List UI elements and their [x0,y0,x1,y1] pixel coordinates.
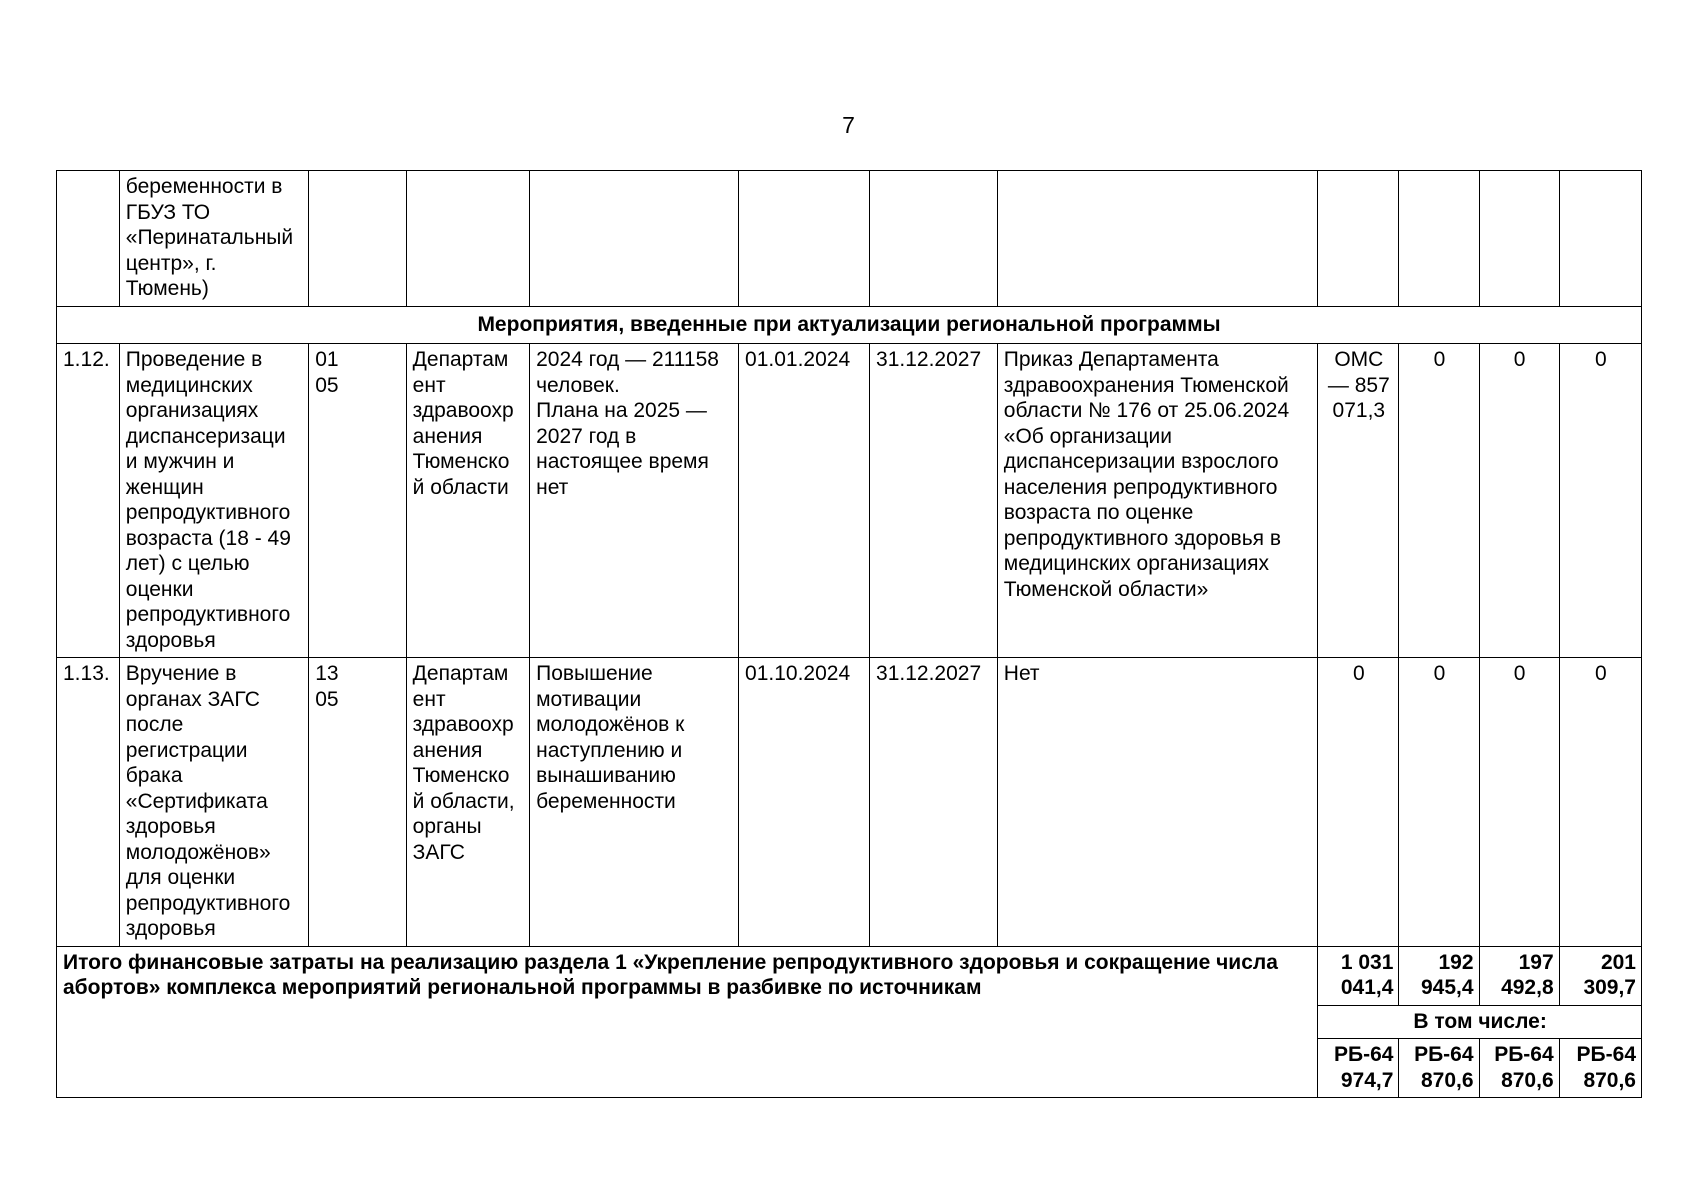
table-row [57,658,1642,947]
measure-fin-2: 0 [1399,344,1479,658]
measure-fin-3: 0 [1479,344,1559,658]
cont-doc-cell [997,171,1317,307]
including-label: В том числе: [1318,1005,1642,1039]
page-number: 7 [842,112,855,138]
total-value-4: 201 309,7 [1559,946,1641,1005]
measure-name: Проведение в медицинских организациях диспансеризаци и мужчин и женщин репродуктивного возраста (18 - 49 лет) с целью оценки репродуктивного здоровья [119,344,308,658]
measure-code: 13 05 [309,658,406,947]
total-row [57,946,1642,1005]
cont-result-cell [530,171,739,307]
rb-value-2: РБ-64 870,6 [1399,1039,1479,1098]
measure-result: Повышение мотивации молодожёнов к наступлению и вынашиванию беременности [530,658,739,947]
measure-name: Вручение в органах ЗАГС после регистрации брака «Сертификата здоровья молодожёнов» для оценки репродуктивного здоровья [119,658,308,947]
total-value-1: 1 031 041,4 [1318,946,1399,1005]
cont-end-cell [870,171,998,307]
cont-fin-cell-1 [1318,171,1399,307]
cont-fin-cell-4 [1559,171,1641,307]
measure-executor: Департам ент здравоохр анения Тюменско й области [406,344,529,658]
row-number: 1.13. [57,658,120,947]
cont-name-cell: беременности в ГБУЗ ТО «Перинатальный центр», г. Тюмень) [119,171,308,307]
measure-start-date: 01.10.2024 [739,658,870,947]
measure-fin-4: 0 [1559,658,1641,947]
continuation-row [57,171,1642,307]
measure-fin-1: ОМС — 857 071,3 [1318,344,1399,658]
total-label: Итого финансовые затраты на реализацию раздела 1 «Укрепление репродуктивного здоровья и сокращение числа абортов» комплекса мероприятий региональной программы в разбивке по источникам [57,946,1318,1098]
measure-code: 01 05 [309,344,406,658]
rb-value-1: РБ-64 974,7 [1318,1039,1399,1098]
cont-fin-cell-2 [1399,171,1479,307]
measure-fin-3: 0 [1479,658,1559,947]
measure-executor: Департам ент здравоохр анения Тюменско й области, органы ЗАГС [406,658,529,947]
rb-value-4: РБ-64 870,6 [1559,1039,1641,1098]
section-title: Мероприятия, введенные при актуализации региональной программы [57,306,1642,344]
measure-fin-4: 0 [1559,344,1641,658]
measure-document: Приказ Департамента здравоохранения Тюменской области № 176 от 25.06.2024 «Об организации диспансеризации взрослого населения репродуктивного возраста по оценке репродуктивного здоровья в медицинских организациях Тюменской области» [997,344,1317,658]
measure-end-date: 31.12.2027 [870,658,998,947]
table-row [57,344,1642,658]
measures-table [56,170,1642,1098]
total-value-3: 197 492,8 [1479,946,1559,1005]
rb-value-3: РБ-64 870,6 [1479,1039,1559,1098]
section-header-row [57,306,1642,344]
cont-executor-cell [406,171,529,307]
measure-end-date: 31.12.2027 [870,344,998,658]
cont-start-cell [739,171,870,307]
total-value-2: 192 945,4 [1399,946,1479,1005]
cont-num-cell [57,171,120,307]
measure-fin-1: 0 [1318,658,1399,947]
measure-document: Нет [997,658,1317,947]
measure-fin-2: 0 [1399,658,1479,947]
row-number: 1.12. [57,344,120,658]
cont-code-cell [309,171,406,307]
cont-fin-cell-3 [1479,171,1559,307]
measure-result: 2024 год — 211158 человек. Плана на 2025 — 2027 год в настоящее время нет [530,344,739,658]
measure-start-date: 01.01.2024 [739,344,870,658]
